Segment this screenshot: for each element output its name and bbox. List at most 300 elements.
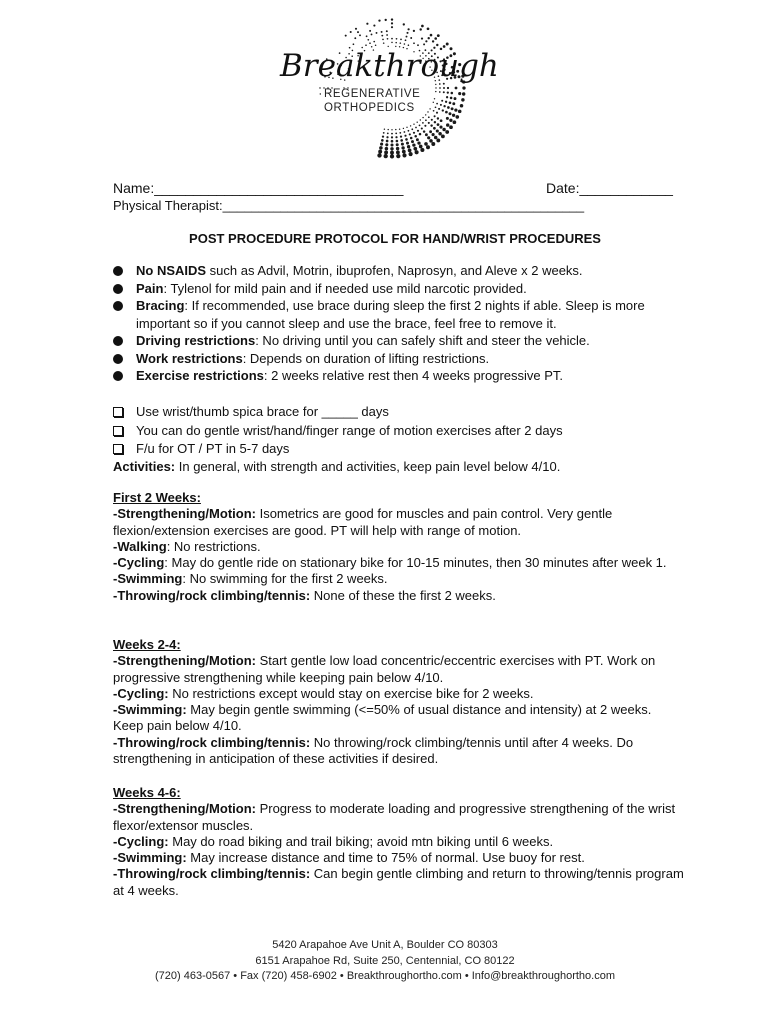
logo-dot bbox=[377, 153, 381, 157]
bullet-icon bbox=[113, 336, 123, 346]
logo-dot bbox=[424, 125, 426, 127]
logo-dot bbox=[422, 117, 423, 118]
logo-dot bbox=[320, 93, 321, 94]
logo-dot bbox=[414, 135, 417, 138]
logo-dot bbox=[433, 102, 434, 103]
logo-dot bbox=[453, 120, 457, 124]
logo-dot bbox=[388, 46, 389, 47]
logo-dot bbox=[381, 139, 384, 142]
logo-dot bbox=[396, 140, 399, 143]
logo-dot bbox=[442, 109, 444, 111]
logo-dot bbox=[357, 31, 359, 33]
logo-dot bbox=[427, 111, 428, 112]
logo-dot bbox=[354, 37, 356, 39]
logo-dot bbox=[443, 91, 445, 93]
logo-dot bbox=[443, 105, 445, 107]
section-weeks-4-6 bbox=[113, 785, 685, 899]
logo-dot bbox=[434, 115, 436, 117]
logo-dot bbox=[436, 103, 438, 105]
section-item bbox=[113, 686, 685, 702]
logo-dot bbox=[401, 146, 404, 149]
logo-dot bbox=[391, 136, 393, 138]
logo-dot bbox=[458, 110, 462, 114]
checkbox-item[interactable] bbox=[113, 440, 683, 459]
logo-dot bbox=[452, 102, 455, 105]
footer-website-link[interactable]: Breakthroughortho.com bbox=[346, 970, 462, 982]
item-text: : No restrictions. bbox=[166, 538, 261, 554]
item-label: Exercise restrictions bbox=[136, 368, 264, 383]
logo-dot bbox=[400, 39, 402, 41]
item-label: -Throwing/rock climbing/tennis: bbox=[113, 734, 311, 750]
item-label: -Cycling: bbox=[113, 685, 169, 701]
section-item bbox=[113, 571, 685, 587]
logo-dot bbox=[425, 40, 427, 42]
logo-dot bbox=[400, 42, 402, 44]
logo-dot bbox=[390, 154, 394, 158]
logo-dot bbox=[371, 33, 373, 35]
logo-dot bbox=[445, 101, 447, 103]
logo-dot bbox=[447, 87, 449, 89]
logo-dot bbox=[447, 91, 449, 93]
logo-dot bbox=[405, 39, 407, 41]
logo-dot bbox=[379, 146, 383, 150]
logo-dot bbox=[369, 42, 371, 44]
item-text: Can begin gentle climbing and return to throwing/tennis program at 4 weeks. bbox=[113, 866, 684, 898]
item-label: -Swimming: bbox=[113, 702, 187, 718]
logo-subtitle-line2: ORTHOPEDICS bbox=[324, 102, 415, 114]
item-label: -Strengthening/Motion: bbox=[113, 506, 256, 522]
logo-dot bbox=[383, 42, 385, 44]
logo-dot bbox=[391, 26, 393, 28]
footer-separator: • bbox=[233, 970, 238, 982]
footer-separator: • bbox=[464, 970, 469, 982]
logo-dot bbox=[436, 129, 439, 132]
bullet-icon bbox=[113, 266, 123, 276]
section-item bbox=[113, 588, 685, 604]
logo-dot bbox=[446, 123, 449, 126]
logo-dot bbox=[419, 125, 421, 127]
logo-dot bbox=[380, 143, 383, 146]
logo-dot bbox=[353, 43, 355, 45]
logo-dot bbox=[423, 130, 425, 132]
logo-dot bbox=[415, 127, 417, 129]
logo-dot bbox=[441, 100, 443, 102]
logo-dot bbox=[406, 36, 408, 38]
logo-dot bbox=[378, 19, 380, 21]
logo-dot bbox=[403, 128, 404, 129]
item-text: : No swimming for the first 2 weeks. bbox=[182, 571, 388, 587]
section-item bbox=[113, 801, 685, 834]
checkbox-icon[interactable] bbox=[113, 444, 123, 454]
logo-dot bbox=[399, 129, 400, 130]
logo-dot bbox=[419, 28, 421, 30]
logo-dot bbox=[408, 130, 410, 132]
logo-dot bbox=[367, 39, 369, 41]
logo-dot bbox=[402, 153, 406, 157]
logo-dot bbox=[391, 38, 393, 40]
logo-dot bbox=[432, 40, 434, 42]
logo-dot bbox=[388, 129, 389, 130]
item-text: None of these the first 2 weeks. bbox=[310, 587, 496, 603]
logo-dot bbox=[440, 104, 442, 106]
date-field[interactable]: Date:____________ bbox=[546, 180, 673, 196]
logo-dot bbox=[410, 125, 411, 126]
activities-note bbox=[113, 458, 693, 475]
item-text: : 2 weeks relative rest then 4 weeks progressive PT. bbox=[263, 368, 564, 383]
logo-dot bbox=[396, 38, 398, 40]
logo-dot bbox=[381, 31, 383, 33]
logo-dot bbox=[428, 122, 430, 124]
footer-address-centennial: 6151 Arapahoe Rd, Suite 250, Centennial, CO 80122 bbox=[255, 954, 515, 967]
bullet-icon bbox=[113, 301, 123, 311]
section-item bbox=[113, 555, 685, 571]
logo-dot bbox=[410, 37, 412, 39]
logo-dot bbox=[359, 34, 361, 36]
logo-dot bbox=[460, 104, 464, 108]
logo-subtitle-line1: REGENERATIVE bbox=[324, 88, 421, 100]
item-text: May do road biking and trail biking; avoid mtn biking until 6 weeks. bbox=[168, 833, 554, 849]
logo-dot bbox=[461, 98, 464, 101]
logo-dot bbox=[387, 132, 389, 134]
section-item bbox=[113, 850, 685, 866]
logo-dot bbox=[417, 141, 420, 144]
logo-dot bbox=[430, 124, 432, 126]
logo-dot bbox=[366, 23, 368, 25]
logo-dot bbox=[423, 43, 425, 45]
item-label: -Walking bbox=[113, 538, 167, 554]
logo-dot bbox=[439, 126, 442, 129]
logo-dot bbox=[345, 35, 347, 37]
logo-dot bbox=[373, 25, 375, 27]
logo-dot bbox=[417, 122, 418, 123]
logo-dot bbox=[391, 22, 393, 24]
item-text: Progress to moderate loading and progressive strengthening of the wrist flexor/extensor muscles. bbox=[113, 801, 676, 833]
logo-dot bbox=[319, 87, 320, 88]
checkbox-label: Use wrist/thumb spica brace for _____ days bbox=[136, 404, 389, 419]
logo-dot bbox=[404, 43, 406, 45]
logo-dot bbox=[428, 37, 430, 39]
section-item bbox=[113, 702, 685, 735]
logo-dot bbox=[412, 143, 415, 146]
logo-dot bbox=[413, 147, 417, 151]
logo-dot bbox=[434, 136, 438, 140]
item-text: : Tylenol for mild pain and if needed use mild narcotic provided. bbox=[163, 280, 527, 296]
logo-dot bbox=[421, 38, 423, 40]
logo-dot bbox=[402, 150, 406, 154]
logo-dot bbox=[390, 143, 393, 146]
logo-dot bbox=[390, 151, 394, 155]
activities-label: Activities: bbox=[113, 459, 176, 474]
logo-dot bbox=[434, 98, 435, 99]
logo-dot bbox=[432, 133, 435, 136]
item-label: Driving restrictions bbox=[136, 333, 256, 348]
logo-dot bbox=[419, 133, 422, 136]
logo-dot bbox=[455, 115, 459, 119]
logo-dot bbox=[436, 112, 438, 114]
activities-text: In general, with strength and activities, keep pain level below 4/10. bbox=[175, 459, 561, 474]
logo-dot bbox=[435, 106, 437, 108]
item-text: May increase distance and time to 75% of normal. Use buoy for rest. bbox=[186, 850, 585, 866]
item-label: -Cycling: bbox=[113, 833, 169, 849]
logo-dot bbox=[365, 44, 367, 46]
list-item bbox=[113, 350, 683, 368]
section-item bbox=[113, 506, 685, 539]
logo-dot bbox=[439, 87, 441, 89]
list-item bbox=[113, 262, 683, 280]
logo-dot bbox=[443, 87, 445, 89]
logo-dot bbox=[445, 111, 448, 114]
item-text: : If recommended, use brace during sleep the first 2 nights if able. Sleep is more important so if you cannot sleep and use the brace, feel free to remove it. bbox=[136, 298, 645, 331]
checkbox-list bbox=[113, 403, 683, 459]
logo-dot bbox=[429, 108, 430, 109]
checkbox-label: You can do gentle wrist/hand/finger range of motion exercises after 2 days bbox=[136, 422, 563, 438]
logo-dot bbox=[417, 44, 419, 46]
logo-dot bbox=[406, 127, 407, 128]
logo-dot bbox=[447, 106, 450, 109]
logo-dot bbox=[446, 43, 449, 46]
item-text: such as Advil, Motrin, ibuprofen, Naprosyn, and Aleve x 2 weeks. bbox=[206, 263, 583, 278]
logo-dot bbox=[373, 41, 375, 43]
logo-dot bbox=[378, 150, 382, 154]
logo-dot bbox=[425, 114, 426, 115]
logo-dot bbox=[395, 129, 396, 130]
logo-dot bbox=[413, 124, 414, 125]
logo-dot bbox=[458, 92, 461, 95]
logo-dot bbox=[431, 119, 433, 121]
section-heading: First 2 Weeks: bbox=[113, 490, 201, 505]
item-label: -Swimming: bbox=[113, 850, 187, 866]
logo-dot bbox=[433, 127, 436, 130]
logo-dot bbox=[405, 138, 408, 141]
footer-phone: (720) 463-0567 bbox=[154, 970, 231, 982]
logo-dot bbox=[383, 132, 385, 134]
item-text: Start gentle low load concentric/eccentric exercises with PT. Work on progressive strengthening while keeping pain below 4/10. bbox=[113, 653, 656, 685]
logo-dot bbox=[411, 140, 414, 143]
logo-dot bbox=[420, 148, 424, 152]
item-label: -Throwing/rock climbing/tennis: bbox=[113, 866, 311, 882]
logo-dot bbox=[434, 121, 436, 123]
logo-dot bbox=[382, 135, 384, 137]
logo-dot bbox=[382, 39, 384, 41]
logo-dot bbox=[407, 28, 409, 30]
item-text: Isometrics are good for muscles and pain control. Very gentle flexion/extension exercises are good. PT will help with range of motion. bbox=[113, 506, 613, 538]
logo-dot bbox=[421, 127, 423, 129]
item-label: -Throwing/rock climbing/tennis: bbox=[113, 587, 311, 603]
logo-dot bbox=[438, 108, 440, 110]
item-label: -Cycling bbox=[113, 555, 165, 571]
logo-dot bbox=[411, 128, 413, 130]
bullet-icon bbox=[113, 284, 123, 294]
logo-dot bbox=[449, 125, 453, 129]
logo-dot bbox=[446, 96, 448, 98]
logo-dot bbox=[375, 44, 377, 46]
logo-dot bbox=[391, 42, 393, 44]
logo-dot bbox=[396, 150, 400, 154]
logo-dot bbox=[419, 145, 423, 149]
logo-dot bbox=[404, 131, 406, 133]
logo-dot bbox=[399, 132, 401, 134]
logo-dot bbox=[439, 91, 441, 93]
logo-dot bbox=[431, 142, 435, 146]
item-text: May begin gentle swimming (<=50% of usual distance and intensity) at 2 weeks. Keep pain below 4/10. bbox=[113, 702, 652, 734]
section-item bbox=[113, 653, 685, 686]
logo-dot bbox=[435, 87, 436, 88]
item-label: -Swimming bbox=[113, 571, 183, 587]
logo-dot bbox=[451, 107, 454, 110]
logo-dot bbox=[415, 150, 419, 154]
logo-dot bbox=[409, 152, 413, 156]
logo-dot bbox=[366, 35, 368, 37]
logo-dot bbox=[438, 132, 441, 135]
logo-dot bbox=[369, 30, 371, 32]
checkbox-icon[interactable] bbox=[113, 426, 123, 436]
logo-dot bbox=[462, 86, 465, 89]
logo-dot bbox=[437, 34, 440, 37]
list-item bbox=[113, 280, 683, 298]
logo-dot bbox=[410, 137, 413, 140]
logo-dot bbox=[406, 32, 408, 34]
section-heading: Weeks 4-6: bbox=[113, 785, 181, 800]
item-label: No NSAIDS bbox=[136, 263, 207, 278]
logo-dot bbox=[435, 91, 436, 92]
footer-email-link[interactable]: Info@breakthroughortho.com bbox=[471, 970, 615, 982]
logo-dot bbox=[376, 32, 378, 34]
logo-dot bbox=[404, 135, 406, 137]
list-item bbox=[113, 367, 683, 385]
logo-dot bbox=[386, 136, 388, 138]
item-label: -Strengthening/Motion: bbox=[113, 653, 256, 669]
bullet-icon bbox=[113, 354, 123, 364]
logo-dot bbox=[396, 154, 400, 158]
logo-dot bbox=[424, 142, 428, 146]
section-item bbox=[113, 866, 685, 899]
item-label: Bracing bbox=[136, 298, 185, 313]
logo-dot bbox=[440, 119, 443, 122]
item-text: No restrictions except would stay on exercise bike for 2 weeks. bbox=[168, 685, 534, 701]
logo-dot bbox=[381, 35, 383, 37]
section-weeks-2-4 bbox=[113, 637, 685, 767]
footer-fax: Fax (720) 458-6902 bbox=[240, 970, 337, 982]
logo-dot bbox=[395, 136, 397, 138]
logo-dot bbox=[391, 129, 392, 130]
logo-dot bbox=[400, 139, 403, 142]
logo-dot bbox=[454, 97, 457, 100]
logo-dot bbox=[446, 117, 449, 120]
logo-dot bbox=[462, 92, 465, 95]
logo-dot bbox=[455, 87, 458, 90]
logo-dot bbox=[386, 30, 388, 32]
logo-dot bbox=[427, 27, 430, 30]
logo-dot bbox=[385, 19, 387, 21]
logo-dot bbox=[408, 149, 412, 153]
logo-dot bbox=[391, 140, 394, 143]
logo-dot bbox=[386, 34, 388, 36]
logo-dot bbox=[395, 42, 397, 44]
item-text: : Depends on duration of lifting restrictions. bbox=[242, 350, 490, 366]
logo-dot bbox=[417, 130, 419, 132]
logo-dot bbox=[430, 34, 433, 37]
logo-dot bbox=[450, 97, 453, 100]
logo-dot bbox=[416, 138, 419, 141]
logo-dot bbox=[449, 112, 452, 115]
logo-dot bbox=[406, 142, 409, 145]
section-item bbox=[113, 834, 685, 850]
logo-dot bbox=[396, 143, 399, 146]
logo-dot bbox=[421, 25, 424, 28]
logo-dot bbox=[396, 147, 399, 150]
logo-dot bbox=[437, 117, 439, 119]
logo-dot bbox=[429, 139, 433, 143]
logo-dot bbox=[442, 128, 445, 131]
logo-dot bbox=[413, 30, 415, 32]
logo-dot bbox=[436, 138, 440, 142]
logo-dot bbox=[384, 154, 388, 158]
logo-dot bbox=[441, 134, 445, 138]
logo-dot bbox=[408, 44, 410, 46]
logo-script-text: Breakthrough bbox=[280, 48, 499, 84]
logo-dot bbox=[387, 38, 389, 40]
logo-dot bbox=[434, 37, 437, 40]
document-title: POST PROCEDURE PROTOCOL FOR HAND/WRIST PROCEDURES bbox=[189, 231, 601, 246]
logo-dot bbox=[391, 18, 393, 20]
patient-name-field[interactable]: Name:________________________________ bbox=[113, 180, 404, 196]
checkbox-item[interactable] bbox=[113, 422, 683, 441]
logo-dot bbox=[449, 102, 452, 105]
logo-dot bbox=[420, 119, 421, 120]
physical-therapist-field[interactable]: Physical Therapist:__________________________________________________ bbox=[113, 198, 585, 213]
logo-dot bbox=[436, 44, 438, 46]
logo-dot bbox=[428, 116, 430, 118]
logo-dot bbox=[401, 143, 404, 146]
logo-dot bbox=[384, 150, 388, 154]
logo-dot bbox=[355, 28, 357, 30]
logo-dot bbox=[407, 145, 410, 148]
logo-dot bbox=[413, 132, 415, 134]
checkbox-label: F/u for OT / PT in 5-7 days bbox=[136, 441, 290, 456]
item-text: No throwing/rock climbing/tennis until after 4 weeks. Do strengthening in anticipation of these activities if desired. bbox=[113, 734, 634, 767]
checkbox-icon[interactable] bbox=[113, 407, 123, 417]
logo-dot bbox=[422, 122, 424, 124]
logo-dot bbox=[425, 119, 427, 121]
logo-dot bbox=[385, 143, 388, 146]
logo-dot bbox=[451, 92, 454, 95]
logo-dot bbox=[395, 46, 396, 47]
logo-dot bbox=[437, 123, 440, 126]
footer-separator: • bbox=[339, 970, 344, 982]
item-text: : No driving until you can safely shift and steer the vehicle. bbox=[255, 333, 590, 348]
item-label: -Strengthening/Motion: bbox=[113, 801, 256, 817]
footer-address-boulder: 5420 Arapahoe Ave Unit A, Boulder CO 80303 bbox=[272, 939, 498, 951]
logo-dot bbox=[425, 133, 428, 136]
logo-dot bbox=[386, 140, 389, 143]
logo-dot bbox=[445, 130, 449, 134]
section-item bbox=[113, 539, 685, 555]
section-item bbox=[113, 735, 685, 768]
page-footer bbox=[0, 938, 770, 985]
section-heading: Weeks 2-4: bbox=[113, 637, 181, 652]
logo-dot bbox=[454, 108, 457, 111]
checkbox-item[interactable] bbox=[113, 403, 683, 422]
item-label: Pain bbox=[136, 280, 164, 296]
footer-contact-line bbox=[0, 969, 770, 985]
logo-dot bbox=[409, 133, 411, 135]
logo-dot bbox=[403, 23, 405, 25]
logo-dot bbox=[385, 147, 389, 151]
logo-dot bbox=[384, 129, 385, 130]
logo-dot bbox=[413, 42, 415, 44]
logo-dot bbox=[429, 130, 432, 133]
logo-dot bbox=[426, 145, 430, 149]
